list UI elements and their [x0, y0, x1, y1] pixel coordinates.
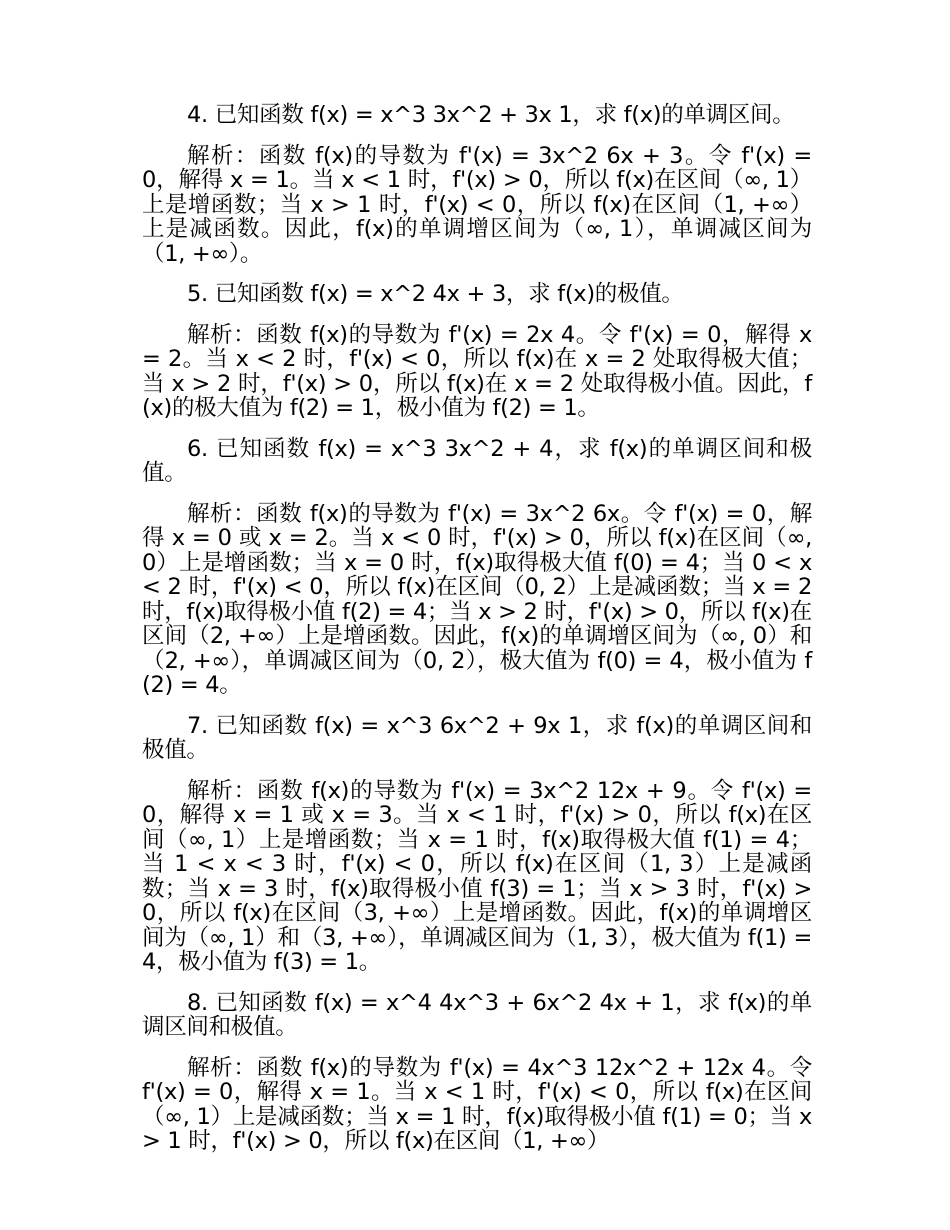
question-8: 8. 已知函数 f(x) = x^4 4x^3 + 6x^2 4x + 1，求 f(x)的单调区间和极值。: [142, 989, 812, 1040]
question-4: 4. 已知函数 f(x) = x^3 3x^2 + 3x 1，求 f(x)的单调区间。: [187, 102, 795, 128]
solution-5: 解析：函数 f(x)的导数为 f'(x) = 2x 4。令 f'(x) = 0，解得 x = 2。当 x < 2 时，f'(x) < 0，所以 f(x)在 x = 2 处取得极大值；当 x > 2 时，f'(x) > 0，所以 f(x)在 x = 2 处取得极小值。因此，f(x)的极大值为 f(2) = 1，极小值为 f(2) = 1。: [142, 321, 812, 421]
document-page: [142, 103, 812, 1170]
solution-7: 解析：函数 f(x)的导数为 f'(x) = 3x^2 12x + 9。令 f'(x) = 0，解得 x = 1 或 x = 3。当 x < 1 时，f'(x) > 0，所以 f(x)在区间（∞, 1）上是增函数；当 x = 1 时，f(x)取得极大值 f(1) = 4；当 1 < x < 3 时，f'(x) < 0，所以 f(x)在区间（1, 3）上是减函数；当 x = 3 时，f(x)取得极小值 f(3) = 1；当 x > 3 时，f'(x) > 0，所以 f(x)在区间（3, +∞）上是增函数。因此，f(x)的单调增区间为（∞, 1）和（3, +∞），单调减区间为（1, 3），极大值为 f(1) = 4，极小值为 f(3) = 1。: [142, 777, 812, 975]
question-6: 6. 已知函数 f(x) = x^3 3x^2 + 4，求 f(x)的单调区间和极值。: [142, 435, 812, 486]
question-7: 7. 已知函数 f(x) = x^3 6x^2 + 9x 1，求 f(x)的单调区间和极值。: [142, 712, 812, 763]
question-5: 5. 已知函数 f(x) = x^2 4x + 3，求 f(x)的极值。: [187, 281, 684, 307]
solution-4: 解析：函数 f(x)的导数为 f'(x) = 3x^2 6x + 3。令 f'(x) = 0，解得 x = 1。当 x < 1 时，f'(x) > 0，所以 f(x)在区间（∞, 1）上是增函数；当 x > 1 时，f'(x) < 0，所以 f(x)在区间（1, +∞）上是减函数。因此，f(x)的单调增区间为（∞, 1），单调减区间为（1, +∞）。: [142, 142, 812, 267]
solution-6: 解析：函数 f(x)的导数为 f'(x) = 3x^2 6x。令 f'(x) = 0，解得 x = 0 或 x = 2。当 x < 0 时，f'(x) > 0，所以 f(x)在区间（∞, 0）上是增函数；当 x = 0 时，f(x)取得极大值 f(0) = 4；当 0 < x < 2 时，f'(x) < 0，所以 f(x)在区间（0, 2）上是减函数；当 x = 2 时，f(x)取得极小值 f(2) = 4；当 x > 2 时，f'(x) > 0，所以 f(x)在区间（2, +∞）上是增函数。因此，f(x)的单调增区间为（∞, 0）和（2, +∞），单调减区间为（0, 2），极大值为 f(0) = 4，极小值为 f(2) = 4。: [142, 500, 812, 698]
solution-8: 解析：函数 f(x)的导数为 f'(x) = 4x^3 12x^2 + 12x 4。令 f'(x) = 0，解得 x = 1。当 x < 1 时，f'(x) < 0，所以 f(x)在区间（∞, 1）上是减函数；当 x = 1 时，f(x)取得极小值 f(1) = 0；当 x > 1 时，f'(x) > 0，所以 f(x)在区间（1, +∞）: [142, 1054, 812, 1154]
